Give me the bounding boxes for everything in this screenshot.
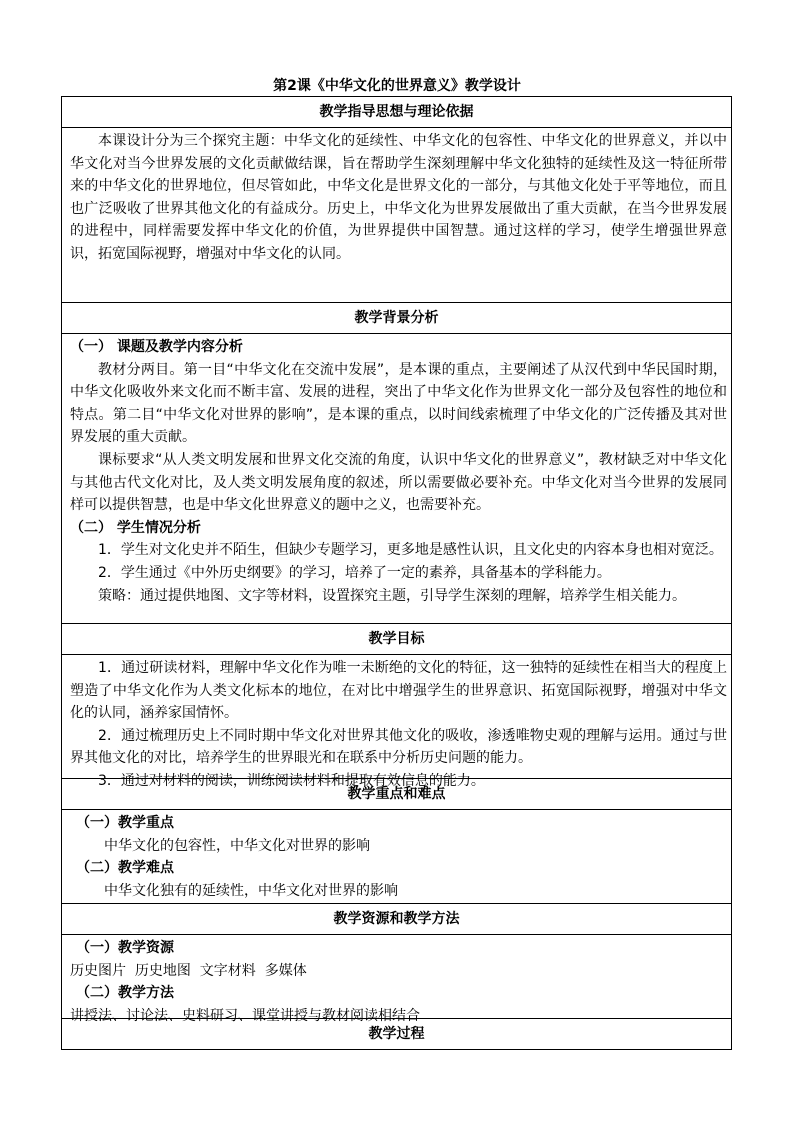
- background-paragraph-1: 教材分两目。第一目“中华文化在交流中发展”，是本课的重点，主要阐述了从汉代到中华民国时期，中华文化吸收外来文化而不断丰富、发展的进程，突出了中华文化作为世界文化一部分及包容性的地位和特点。第二目“中华文化对世界的影响”，是本课的重点，以时间线索梳理了中华文化的广泛传播及其对世界发展的重大贡献。: [70, 361, 727, 446]
- focus-subheading-difficulty: （二）教学难点: [76, 860, 174, 877]
- focus-difficulty-text: 中华文化独有的延续性，中华文化对世界的影响: [104, 882, 398, 899]
- background-paragraph-3: 1．学生对文化史并不陌生，但缺少专题学习，更多地是感性认识，且文化史的内容本身也相对宽泛。: [98, 542, 723, 559]
- background-subheading-students: （二） 学生情况分析: [70, 519, 201, 536]
- background-cell: [62, 334, 731, 624]
- document-title: 第2课《中华文化的世界意义》教学设计: [273, 78, 521, 94]
- background-paragraph-strategy: 策略：通过提供地图、文字等材料，设置探究主题，引导学生深刻的理解，培养学生相关能力。: [98, 587, 686, 604]
- section-heading-background: 教学背景分析: [62, 303, 731, 334]
- guiding-paragraph: 本课设计分为三个探究主题：中华文化的延续性、中华文化的包容性、中华文化的世界意义，并以中华文化对当今世界发展的文化贡献做结课，旨在帮助学生深刻理解中华文化独特的延续性及这一特征所带来的中华文化的世界地位，但尽管如此，中华文化是世界文化的一部分，与其他文化处于平等地位，而且也广泛吸收了世界其他文化的有益成分。历史上，中华文化为世界发展做出了重大贡献，在当今世界发展的进程中，同样需要发挥中华文化的价值，为世界提供中国智慧。通过这样的学习，使学生增强世界意识，拓宽国际视野，增强对中华文化的认同。: [70, 133, 727, 262]
- section-heading-focus: 教学重点和难点: [62, 779, 731, 810]
- background-paragraph-2: 课标要求“从人类文明发展和世界文化交流的角度，认识中华文化的世界意义”，教材缺乏对中华文化与其他古代文化对比，及人类文明发展角度的叙述，所以需要做必要补充。中华文化对当今世界的发展同样可以提供智慧，也是中华文化世界意义的题中之义，也需要补充。: [70, 451, 727, 514]
- section-heading-objectives: 教学目标: [62, 624, 731, 655]
- resources-cell: [62, 935, 731, 1024]
- objectives-cell: [62, 655, 731, 789]
- focus-cell: [62, 810, 731, 904]
- lesson-plan-table: [61, 96, 732, 1050]
- section-heading-guiding: 教学指导思想与理论依据: [62, 97, 731, 128]
- resources-subheading: （一）教学资源: [76, 940, 174, 956]
- section-heading-resources: 教学资源和教学方法: [62, 904, 731, 935]
- resources-text: 历史图片 历史地图 文字材料 多媒体: [70, 962, 307, 979]
- methods-text: 讲授法、讨论法、史料研习、课堂讲授与教材阅读相结合: [70, 1007, 420, 1024]
- background-subheading-content: （一） 课题及教学内容分析: [70, 339, 243, 355]
- methods-subheading: （二）教学方法: [76, 985, 174, 1002]
- objective-3: 3．通过对材料的阅读，训练阅读材料和提取有效信息的能力。: [98, 772, 485, 789]
- section-heading-process: 教学过程: [62, 1019, 731, 1050]
- objective-1: 1．通过研读材料，理解中华文化作为唯一未断绝的文化的特征，这一独特的延续性在相当大的程度上塑造了中华文化作为人类文化标本的地位，在对比中增强学生的世界意识、拓宽国际视野，增强对中华文化的认同，涵养家国情怀。: [70, 660, 727, 722]
- background-paragraph-4: 2．学生通过《中外历史纲要》的学习，培养了一定的素养，具备基本的学科能力。: [98, 564, 611, 581]
- focus-key-text: 中华文化的包容性，中华文化对世界的影响: [104, 837, 370, 854]
- guiding-cell: [62, 128, 731, 303]
- focus-subheading-key: （一）教学重点: [76, 815, 174, 831]
- objective-2: 2．通过梳理历史上不同时期中华文化对世界其他文化的吸收，渗透唯物史观的理解与运用。通过与世界其他文化的对比，培养学生的世界眼光和在联系中分析历史问题的能力。: [70, 727, 727, 767]
